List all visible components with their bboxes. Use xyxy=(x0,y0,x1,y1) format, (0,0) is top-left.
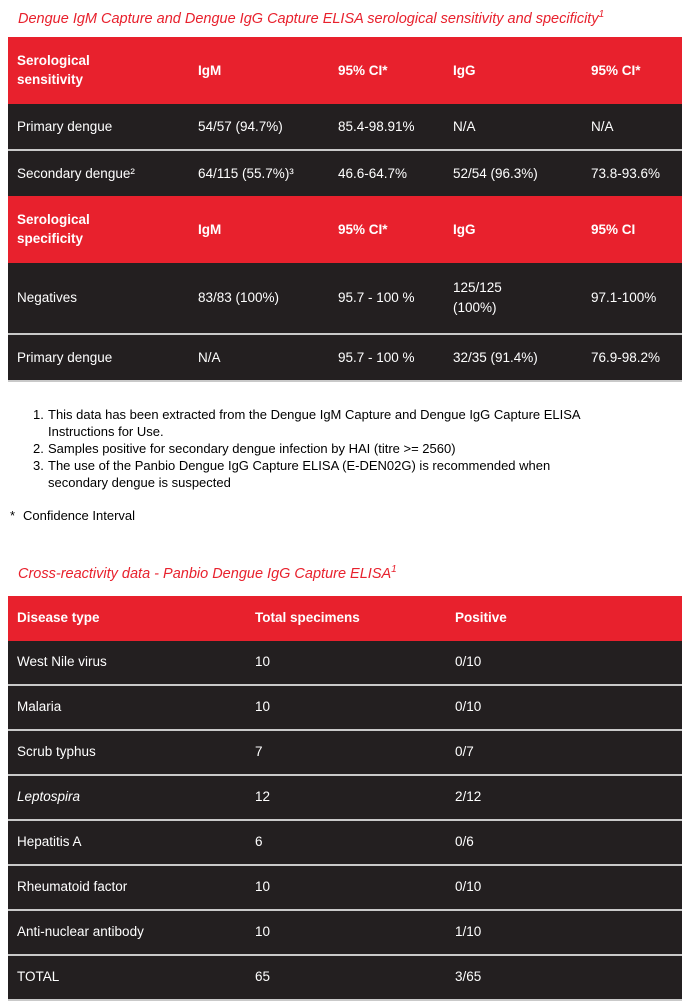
cell-text: 10 xyxy=(255,699,271,715)
footnote-number: 2. xyxy=(33,440,44,456)
header-label: 95% CI xyxy=(591,221,636,237)
table-row-negatives-specificity xyxy=(8,263,682,333)
header-label: 95% CI* xyxy=(338,62,388,78)
header-cell-serological-sensitivity xyxy=(8,37,189,104)
header-label: Serological sensitivity xyxy=(17,52,90,88)
cell-text: N/A xyxy=(591,118,614,134)
table-row-primary-dengue-sensitivity xyxy=(8,104,682,149)
specificity-header-row xyxy=(8,196,682,263)
header-label: 95% CI* xyxy=(591,62,641,78)
cell-text: N/A xyxy=(453,118,476,134)
total-specimens-cell xyxy=(246,821,446,864)
positive-cell xyxy=(446,776,682,819)
table-row-secondary-dengue-sensitivity xyxy=(8,149,682,196)
cell-text: Malaria xyxy=(17,699,62,715)
positive-cell xyxy=(446,911,682,954)
asterisk-text: Confidence Interval xyxy=(23,507,136,523)
cell-text: 2/12 xyxy=(455,789,482,805)
row-label-cell xyxy=(8,104,189,149)
table-row-total xyxy=(8,954,682,999)
disease-type-cell xyxy=(8,731,246,774)
header-cell-serological-specificity xyxy=(8,196,189,263)
cell-text: 10 xyxy=(255,654,271,670)
total-specimens-cell xyxy=(246,866,446,909)
cell-text: N/A xyxy=(198,349,221,365)
cell-text: Negatives xyxy=(17,290,78,306)
cross-reactivity-table-title xyxy=(18,560,682,584)
cell-text: Scrub typhus xyxy=(17,744,96,760)
cell-text: Secondary dengue² xyxy=(17,165,135,181)
confidence-interval-note xyxy=(10,507,682,524)
header-cell-positive xyxy=(446,596,682,641)
igm-value-cell xyxy=(189,335,329,380)
header-label: 95% CI* xyxy=(338,221,388,237)
cell-text: 0/10 xyxy=(455,699,482,715)
table-row-leptospira xyxy=(8,774,682,819)
table-row-anti-nuclear-antibody xyxy=(8,909,682,954)
ci-value-cell xyxy=(329,151,444,196)
sensitivity-table-title-text: Dengue IgM Capture and Dengue IgG Capture ELISA serological sensitivity and specificity xyxy=(18,10,599,27)
cell-text: TOTAL xyxy=(17,969,60,985)
cross-reactivity-title-text: Cross-reactivity data - Panbio Dengue IgG Capture ELISA xyxy=(18,565,392,582)
total-specimens-cell xyxy=(246,776,446,819)
positive-cell xyxy=(446,641,682,684)
cell-text: West Nile virus xyxy=(17,654,107,670)
ci-value-cell xyxy=(329,104,444,149)
cell-text: 3/65 xyxy=(455,969,482,985)
cell-text: 52/54 (96.3%) xyxy=(453,165,538,181)
igm-value-cell xyxy=(189,104,329,149)
footnote-text: The use of the Panbio Dengue IgG Capture ELISA (E-DEN02G) is recommended when secondary dengue is suspected xyxy=(48,457,551,490)
header-label: IgM xyxy=(198,221,222,237)
total-specimens-cell xyxy=(246,686,446,729)
ci-value-cell xyxy=(329,335,444,380)
table-row-west-nile-virus xyxy=(8,641,682,684)
ci-value-cell xyxy=(582,263,682,333)
ci-value-cell xyxy=(329,263,444,333)
cell-text: 125/125 (100%) xyxy=(453,280,502,315)
footnote-number: 1. xyxy=(33,406,44,422)
total-specimens-cell xyxy=(246,641,446,684)
header-label: IgM xyxy=(198,62,222,78)
header-cell-igm xyxy=(189,37,329,104)
cell-text: Rheumatoid factor xyxy=(17,879,128,895)
sensitivity-header-row xyxy=(8,37,682,104)
cell-text: 97.1-100% xyxy=(591,290,657,306)
cell-text: 95.7 - 100 % xyxy=(338,290,415,306)
cell-text: Anti-nuclear antibody xyxy=(17,924,144,940)
cell-text: 73.8-93.6% xyxy=(591,165,661,181)
cell-text: 0/10 xyxy=(455,879,482,895)
cell-text: 0/6 xyxy=(455,834,474,850)
header-cell-95ci xyxy=(582,196,682,263)
asterisk-symbol: * xyxy=(10,507,16,523)
table-row-primary-dengue-specificity xyxy=(8,333,682,380)
footnote-list xyxy=(33,406,682,491)
row-label-cell xyxy=(8,335,189,380)
header-cell-95ci xyxy=(582,37,682,104)
header-cell-igg xyxy=(444,37,582,104)
footnote-text: This data has been extracted from the Dengue IgM Capture and Dengue IgG Capture ELISA Instructions for Use. xyxy=(48,406,580,439)
disease-type-cell xyxy=(8,956,246,999)
igg-value-cell xyxy=(444,335,582,380)
cell-text: 32/35 (91.4%) xyxy=(453,349,538,365)
table-row-scrub-typhus xyxy=(8,729,682,774)
header-label: Disease type xyxy=(17,610,100,626)
serology-table xyxy=(8,37,682,382)
positive-cell xyxy=(446,686,682,729)
header-label: Serological specificity xyxy=(17,211,90,247)
header-label: IgG xyxy=(453,62,476,78)
cell-text: 1/10 xyxy=(455,924,482,940)
footnote-3 xyxy=(33,457,682,491)
positive-cell xyxy=(446,866,682,909)
positive-cell xyxy=(446,821,682,864)
row-label-cell xyxy=(8,151,189,196)
igm-value-cell xyxy=(189,263,329,333)
disease-type-cell xyxy=(8,911,246,954)
total-specimens-cell xyxy=(246,731,446,774)
cell-text: 7 xyxy=(255,744,263,760)
cell-text: 0/7 xyxy=(455,744,474,760)
cell-text: 76.9-98.2% xyxy=(591,349,661,365)
header-cell-disease-type xyxy=(8,596,246,641)
cell-text: Hepatitis A xyxy=(17,834,82,850)
disease-type-cell xyxy=(8,776,246,819)
footnote-number: 3. xyxy=(33,457,44,473)
header-cell-95ci xyxy=(329,37,444,104)
table-row-rheumatoid-factor xyxy=(8,864,682,909)
cell-text: 83/83 (100%) xyxy=(198,290,280,306)
total-specimens-cell xyxy=(246,911,446,954)
cell-text: 65 xyxy=(255,969,271,985)
disease-type-cell xyxy=(8,866,246,909)
ci-value-cell xyxy=(582,335,682,380)
footnote-2 xyxy=(33,440,682,457)
table-row-hepatitis-a xyxy=(8,819,682,864)
cell-text: Leptospira xyxy=(17,789,81,805)
igg-value-cell xyxy=(444,104,582,149)
header-label: Total specimens xyxy=(255,610,360,626)
cross-reactivity-header-row xyxy=(8,596,682,641)
header-cell-igm xyxy=(189,196,329,263)
cell-text: 95.7 - 100 % xyxy=(338,349,415,365)
cell-text: Primary dengue xyxy=(17,349,113,365)
positive-cell xyxy=(446,731,682,774)
igm-value-cell xyxy=(189,151,329,196)
cell-text: 10 xyxy=(255,879,271,895)
header-cell-total-specimens xyxy=(246,596,446,641)
sensitivity-table-title xyxy=(18,5,682,29)
cross-reactivity-table xyxy=(8,596,682,1001)
table-row-malaria xyxy=(8,684,682,729)
cell-text: Primary dengue xyxy=(17,118,113,134)
cross-reactivity-title-footnote-ref: 1 xyxy=(391,563,397,575)
igg-value-cell xyxy=(444,263,582,333)
total-specimens-cell xyxy=(246,956,446,999)
cell-text: 10 xyxy=(255,924,271,940)
cell-text: 64/115 (55.7%)³ xyxy=(198,165,294,181)
header-label: IgG xyxy=(453,221,476,237)
header-label: Positive xyxy=(455,610,507,626)
positive-cell xyxy=(446,956,682,999)
cell-text: 12 xyxy=(255,789,271,805)
cell-text: 6 xyxy=(255,834,263,850)
igg-value-cell xyxy=(444,151,582,196)
cell-text: 0/10 xyxy=(455,654,482,670)
disease-type-cell xyxy=(8,821,246,864)
footnote-text: Samples positive for secondary dengue infection by HAI (titre >= 2560) xyxy=(48,440,456,456)
row-label-cell xyxy=(8,263,189,333)
header-cell-igg xyxy=(444,196,582,263)
disease-type-cell xyxy=(8,686,246,729)
disease-type-cell xyxy=(8,641,246,684)
cell-text: 46.6-64.7% xyxy=(338,165,408,181)
ci-value-cell xyxy=(582,104,682,149)
footnote-1 xyxy=(33,406,682,440)
cell-text: 54/57 (94.7%) xyxy=(198,118,283,134)
header-cell-95ci xyxy=(329,196,444,263)
ci-value-cell xyxy=(582,151,682,196)
cell-text: 85.4-98.91% xyxy=(338,118,415,134)
sensitivity-table-title-footnote-ref: 1 xyxy=(598,9,605,20)
